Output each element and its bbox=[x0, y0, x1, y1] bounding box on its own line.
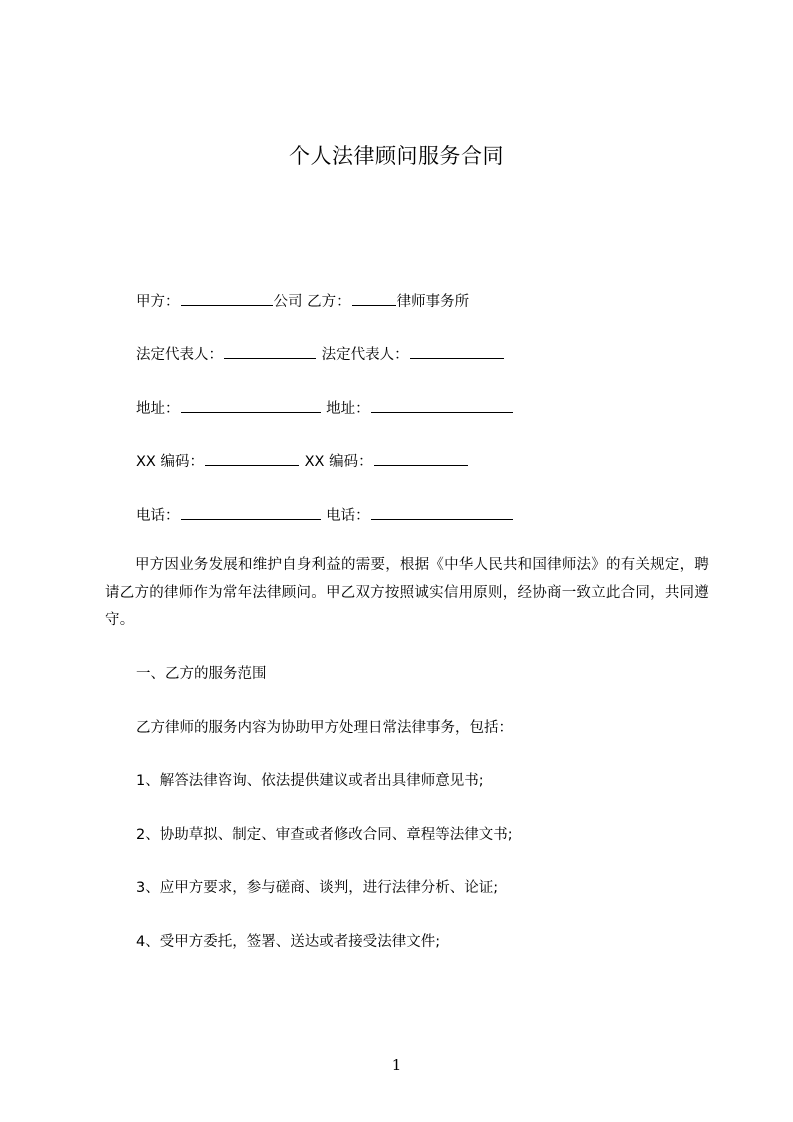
party-b-representative-label: 法定代表人： bbox=[321, 347, 409, 363]
section-1-intro: 乙方律师的服务内容为协助甲方处理日常法律事务，包括： bbox=[136, 720, 513, 736]
page-title: 个人法律顾问服务合同 bbox=[289, 144, 504, 168]
representative-line bbox=[136, 344, 505, 365]
phone-line bbox=[136, 505, 514, 526]
list-item: 4、受甲方委托，签署、送达或者接受法律文件; bbox=[136, 934, 441, 950]
party-b-address-blank bbox=[371, 398, 513, 413]
party-b-phone-label: 电话： bbox=[326, 508, 370, 524]
party-a-representative-label: 法定代表人： bbox=[136, 347, 223, 363]
list-item: 2、协助草拟、制定、审查或者修改合同、章程等法律文书; bbox=[136, 827, 513, 843]
party-a-phone-label: 电话： bbox=[136, 508, 180, 524]
list-item: 1、解答法律咨询、依法提供建议或者出具律师意见书; bbox=[136, 773, 484, 789]
party-b-label: 乙方： bbox=[307, 294, 351, 310]
page-number: 1 bbox=[391, 1056, 402, 1074]
address-line bbox=[136, 398, 514, 419]
party-a-postcode-label: XX 编码： bbox=[136, 454, 204, 470]
postcode-line bbox=[136, 451, 469, 472]
party-b-name-blank bbox=[352, 291, 396, 306]
party-a-suffix: 公司 bbox=[273, 294, 303, 310]
party-a-representative-blank bbox=[224, 344, 316, 359]
party-a-address-label: 地址： bbox=[136, 401, 180, 417]
parties-line bbox=[136, 291, 469, 312]
party-a-address-blank bbox=[181, 398, 321, 413]
party-a-phone-blank bbox=[181, 505, 321, 520]
party-a-postcode-blank bbox=[205, 451, 299, 466]
party-b-phone-blank bbox=[371, 505, 513, 520]
list-item: 3、应甲方要求，参与磋商、谈判，进行法律分析、论证; bbox=[136, 880, 499, 896]
preamble-paragraph: 甲方因业务发展和维护自身利益的需要，根据《中华人民共和国律师法》的有关规定，聘请乙方的律师作为常年法律顾问。甲乙双方按照诚实信用原则，经协商一致立此合同，共同遵守。 bbox=[105, 557, 709, 628]
party-b-representative-blank bbox=[410, 344, 504, 359]
party-b-postcode-blank bbox=[374, 451, 468, 466]
party-b-address-label: 地址： bbox=[326, 401, 370, 417]
party-a-name-blank bbox=[181, 291, 273, 306]
party-b-postcode-label: XX 编码： bbox=[304, 454, 373, 470]
party-a-label: 甲方： bbox=[136, 294, 180, 310]
section-1-heading: 一、乙方的服务范围 bbox=[136, 666, 267, 682]
party-b-suffix: 律师事务所 bbox=[396, 294, 470, 310]
